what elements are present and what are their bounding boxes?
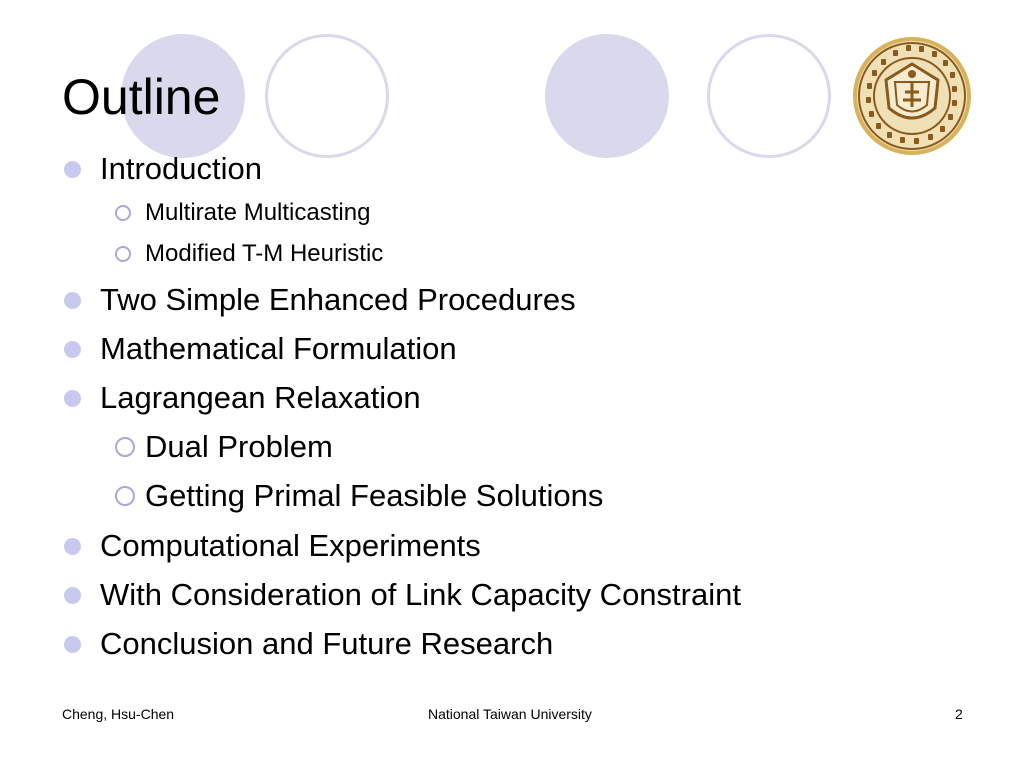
bullet-dot-icon — [64, 538, 81, 555]
footer-author: Cheng, Hsu-Chen — [62, 706, 175, 722]
outline-item-text: Multirate Multicasting — [145, 199, 371, 226]
outline-subitem-modified-tm-heuristic — [115, 238, 383, 270]
outline-item-text: Computational Experiments — [100, 528, 481, 563]
outline-item-text: Lagrangean Relaxation — [100, 380, 421, 415]
outline-item-text: Mathematical Formulation — [100, 331, 457, 366]
outline-subitem-multirate-multicasting — [115, 197, 370, 229]
outline-item-text: Dual Problem — [145, 429, 333, 464]
footer-page-number: 2 — [955, 706, 963, 722]
outline-item-text: Conclusion and Future Research — [100, 626, 554, 661]
outline-item-text: Getting Primal Feasible Solutions — [145, 478, 604, 513]
decor-circle-ring — [265, 34, 389, 158]
bullet-ring-icon — [115, 205, 131, 221]
outline-item-text: With Consideration of Link Capacity Constraint — [100, 577, 741, 612]
bullet-dot-icon — [64, 636, 81, 653]
outline-item-text: Modified T-M Heuristic — [145, 240, 384, 267]
bullet-ring-icon — [115, 486, 135, 506]
slide-title: Outline — [62, 69, 221, 125]
bullet-ring-icon — [115, 246, 131, 262]
outline-subitem-primal-feasible-solutions — [115, 476, 603, 516]
bullet-ring-icon — [115, 437, 135, 457]
bullet-dot-icon — [64, 587, 81, 604]
ntu-seal-icon — [851, 35, 973, 157]
outline-item-link-capacity-constraint — [64, 575, 741, 615]
bullet-dot-icon — [64, 161, 81, 178]
outline-subitem-dual-problem — [115, 427, 333, 467]
decor-circle-filled — [545, 34, 669, 158]
outline-item-text: Two Simple Enhanced Procedures — [100, 282, 576, 317]
bullet-dot-icon — [64, 341, 81, 358]
bullet-dot-icon — [64, 390, 81, 407]
outline-item-lagrangean-relaxation — [64, 378, 421, 418]
decor-circle-ring — [707, 34, 831, 158]
outline-item-mathematical-formulation — [64, 329, 457, 369]
outline-item-introduction — [64, 149, 262, 189]
outline-item-computational-experiments — [64, 526, 481, 566]
outline-item-enhanced-procedures — [64, 280, 576, 320]
outline-item-text: Introduction — [100, 151, 262, 186]
outline-item-conclusion — [64, 624, 553, 664]
footer-institution: National Taiwan University — [428, 706, 592, 722]
bullet-dot-icon — [64, 292, 81, 309]
